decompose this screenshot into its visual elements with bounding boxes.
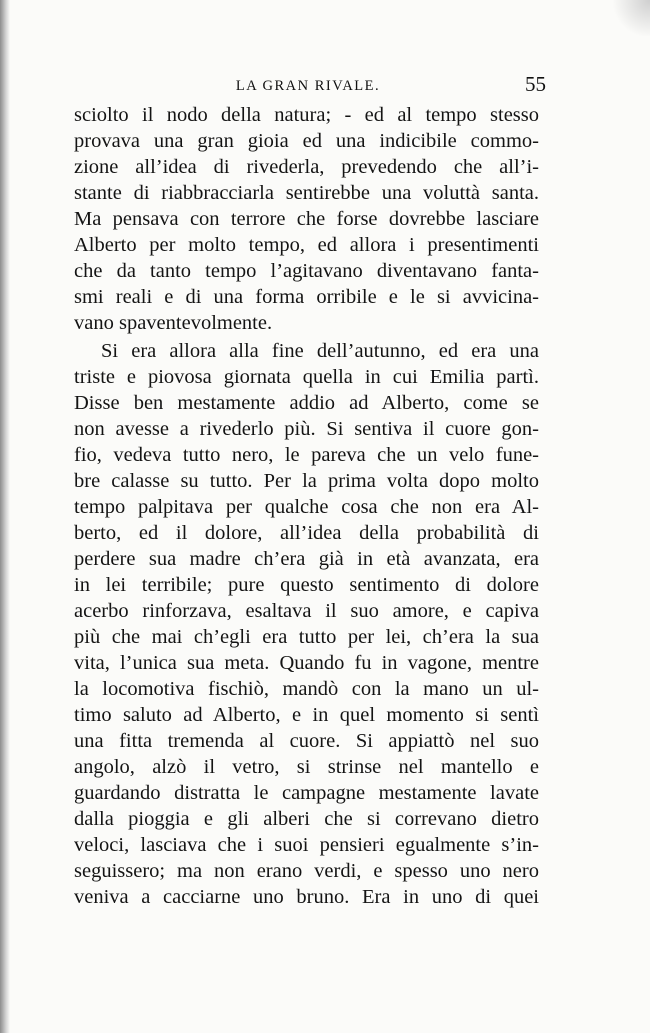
text-line: veloci, lasciava che i suoi pensieri egualmente s’in- bbox=[74, 834, 539, 856]
page-binding-shadow bbox=[0, 0, 10, 1033]
running-title: LA GRAN RIVALE. bbox=[235, 78, 381, 94]
text-line: Si era allora alla fine dell’autunno, ed era una bbox=[101, 340, 539, 362]
text-line: in lei terribile; pure questo sentimento di dolore bbox=[74, 574, 539, 596]
text-line: provava una gran gioia ed una indicibile commo- bbox=[74, 130, 539, 152]
text-line: più che mai ch’egli era tutto per lei, ch’era la sua bbox=[74, 626, 539, 648]
text-line: Disse ben mestamente addio ad Alberto, come se bbox=[74, 392, 539, 414]
text-line: angolo, alzò il vetro, si strinse nel mantello e bbox=[74, 756, 539, 778]
text-line: triste e piovosa giornata quella in cui Emilia partì. bbox=[74, 366, 539, 388]
page-corner-smudge bbox=[610, 0, 650, 36]
text-line: Alberto per molto tempo, ed allora i presentimenti bbox=[74, 234, 539, 256]
text-line: vita, l’unica sua meta. Quando fu in vagone, mentre bbox=[74, 652, 539, 674]
text-line: dalla pioggia e gli alberi che si correvano dietro bbox=[74, 808, 539, 830]
text-line: la locomotiva fischiò, mandò con la mano un ul- bbox=[74, 678, 539, 700]
text-line: stante di riabbracciarla sentirebbe una voluttà santa. bbox=[74, 182, 539, 204]
text-line: perdere sua madre ch’era già in età avanzata, era bbox=[74, 548, 539, 570]
text-line: Ma pensava con terrore che forse dovrebbe lasciare bbox=[74, 208, 539, 230]
text-line: guardando distratta le campagne mestamente lavate bbox=[74, 782, 539, 804]
text-line: sciolto il nodo della natura; - ed al tempo stesso bbox=[74, 104, 539, 126]
text-line: zione all’idea di rivederla, prevedendo che all’i- bbox=[74, 156, 539, 178]
text-line: timo saluto ad Alberto, e in quel momento si sentì bbox=[74, 704, 539, 726]
text-line: non avesse a rivederlo più. Si sentiva il cuore gon- bbox=[74, 418, 539, 440]
text-line: che da tanto tempo l’agitavano diventavano fanta- bbox=[74, 260, 539, 282]
page-number: 55 bbox=[525, 72, 546, 96]
text-line: bre calasse su tutto. Per la prima volta dopo molto bbox=[74, 470, 539, 492]
text-line: una fitta tremenda al cuore. Si appiattò nel suo bbox=[74, 730, 539, 752]
text-line: fio, vedeva tutto nero, le pareva che un velo fune- bbox=[74, 444, 539, 466]
text-line: veniva a cacciarne uno bruno. Era in uno di quei bbox=[74, 886, 539, 908]
text-line: acerbo rinforzava, esaltava il suo amore, e capiva bbox=[74, 600, 539, 622]
text-line: smi reali e di una forma orribile e le si avvicina- bbox=[74, 286, 539, 308]
text-line: vano spaventevolmente. bbox=[74, 312, 273, 334]
page-header bbox=[70, 72, 546, 102]
text-line: berto, ed il dolore, all’idea della probabilità di bbox=[74, 522, 539, 544]
text-line: tempo palpitava per qualche cosa che non era Al- bbox=[74, 496, 539, 518]
text-line: seguissero; ma non erano verdi, e spesso uno nero bbox=[74, 860, 539, 882]
